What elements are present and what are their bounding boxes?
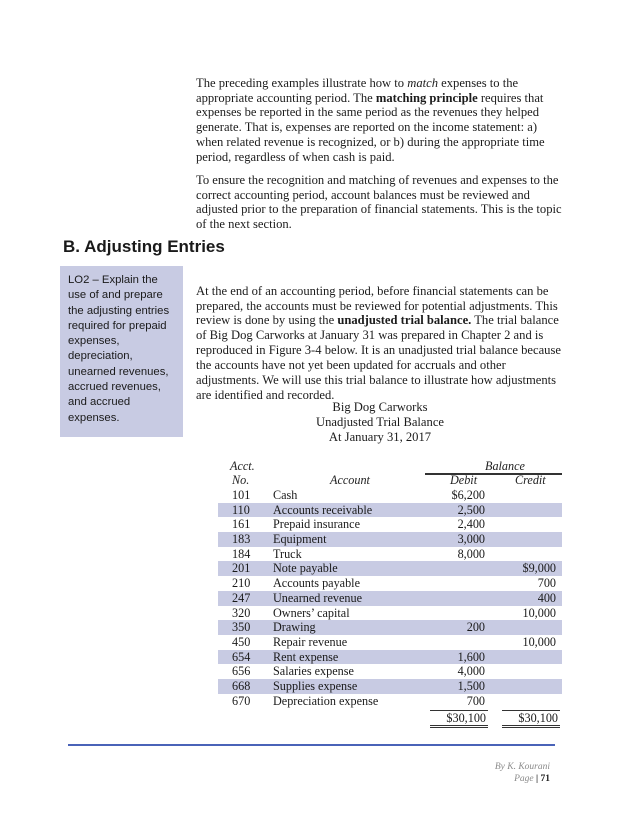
- debit-amount: 200: [466, 620, 485, 635]
- table-body: [218, 488, 562, 708]
- debit-amount: 2,400: [457, 517, 485, 532]
- page-footer: [495, 761, 550, 785]
- footer-rule: [68, 744, 555, 746]
- page-label: Page: [514, 774, 534, 784]
- total-debit: [430, 710, 488, 728]
- account-name: Accounts payable: [273, 576, 360, 591]
- text-run: requires that expenses be reported in the same period as the revenues they helped generate. That is, expenses are reported on the income statement: a) when related revenue is recognized, or b) during the appropriate time period, regardless of when cash is paid.: [196, 90, 545, 165]
- header-credit: Credit: [515, 473, 546, 487]
- account-number: 670: [232, 693, 251, 708]
- table-row: [218, 694, 562, 709]
- account-number: 247: [232, 590, 251, 605]
- table-row: [218, 561, 562, 576]
- credit-amount: 10,000: [522, 634, 556, 649]
- account-name: Cash: [273, 488, 298, 502]
- account-number: 184: [232, 546, 251, 561]
- debit-amount: 8,000: [457, 546, 485, 561]
- account-name: Equipment: [273, 532, 327, 547]
- total-credit: [502, 710, 560, 728]
- text-run: The trial balance of Big Dog Carworks at January 31 was prepared in Chapter 2 and is reproduced in Figure 3-4 below. It is an unadjusted trial balance because the accounts have not yet been updated for accruals and other adjustments. We will use this trial balance to illustrate how adjustments are identified and recorded.: [196, 313, 561, 402]
- account-name: Unearned revenue: [273, 590, 362, 605]
- text-run: The preceding examples illustrate how to: [196, 75, 408, 90]
- table-header: [218, 459, 562, 488]
- section-heading: B. Adjusting Entries: [63, 237, 225, 256]
- account-number: 110: [232, 502, 250, 517]
- table-row: [218, 503, 562, 518]
- page-number-line: [495, 773, 550, 785]
- debit-amount: $6,200: [451, 488, 485, 502]
- credit-amount: $9,000: [522, 561, 556, 576]
- account-name: Prepaid insurance: [273, 517, 360, 532]
- table-row: [218, 664, 562, 679]
- trial-balance-caption: [270, 400, 490, 445]
- account-name: Drawing: [273, 620, 316, 635]
- table-row: [218, 576, 562, 591]
- account-name: Accounts receivable: [273, 502, 373, 517]
- account-name: Salaries expense: [273, 664, 354, 679]
- statement-title: Unadjusted Trial Balance: [315, 415, 445, 429]
- debit-amount: 3,000: [457, 532, 485, 547]
- table-row: [218, 606, 562, 621]
- account-number: 668: [232, 678, 251, 693]
- table-row: [218, 650, 562, 665]
- total-debit-value: $30,100: [446, 711, 486, 726]
- page-number: 71: [540, 774, 550, 784]
- table-row: [218, 635, 562, 650]
- header-account: Account: [330, 473, 370, 487]
- account-number: 350: [232, 620, 251, 635]
- header-no: No.: [232, 473, 250, 487]
- table-row: [218, 679, 562, 694]
- page-separator: |: [536, 774, 539, 784]
- table-row: [218, 547, 562, 562]
- debit-amount: 2,500: [457, 502, 485, 517]
- table-row: [218, 620, 562, 635]
- table-row: [218, 591, 562, 606]
- account-number: 450: [232, 634, 251, 649]
- credit-amount: 10,000: [522, 605, 556, 620]
- emphasis-match: match: [407, 75, 439, 90]
- account-name: Owners’ capital: [273, 605, 350, 620]
- account-name: Supplies expense: [273, 678, 358, 693]
- section-paragraph: [196, 284, 566, 403]
- account-number: 183: [232, 532, 251, 547]
- company-name: Big Dog Carworks: [332, 400, 428, 414]
- account-number: 210: [232, 576, 251, 591]
- intro-paragraph-adjust: To ensure the recognition and matching of revenues and expenses to the correct accounting period, account balances must be reviewed and adjusted prior to the preparation of financial statements. This is the topic of the next section.: [196, 172, 562, 232]
- account-number: 101: [232, 488, 251, 502]
- account-number: 656: [232, 664, 251, 679]
- debit-amount: 4,000: [457, 664, 485, 679]
- table-row: [218, 517, 562, 532]
- credit-amount: 700: [537, 576, 556, 591]
- intro-paragraph-matching: [196, 76, 566, 165]
- trial-balance-table: [218, 459, 562, 726]
- term-matching-principle: matching principle: [375, 90, 478, 105]
- header-balance: Balance: [485, 459, 525, 473]
- debit-amount: 1,500: [457, 678, 485, 693]
- table-row: [218, 532, 562, 547]
- debit-amount: 700: [466, 693, 485, 708]
- learning-objective-box: LO2 – Explain the use of and prepare the adjusting entries required for prepaid expenses, depreciation, unearned revenues, accrued revenues, and accrued expenses.: [60, 266, 183, 437]
- account-number: 201: [232, 561, 251, 576]
- account-number: 161: [232, 517, 251, 532]
- text-run: At the end of an accounting period, before financial statements can be prepared, the accounts must be reviewed for potential adjustments. This review is done by using the: [196, 283, 558, 328]
- account-name: Rent expense: [273, 649, 339, 664]
- table-row: [218, 488, 562, 503]
- totals-row: [218, 708, 562, 726]
- author: By K. Kourani: [494, 762, 550, 772]
- text-run: expenses to the appropriate accounting period. The: [196, 75, 519, 105]
- account-name: Depreciation expense: [273, 693, 379, 708]
- statement-date: At January 31, 2017: [328, 430, 432, 444]
- header-debit: Debit: [450, 473, 478, 487]
- total-credit-value: $30,100: [518, 711, 558, 726]
- account-number: 654: [232, 649, 251, 664]
- account-number: 320: [232, 605, 251, 620]
- debit-amount: 1,600: [457, 649, 485, 664]
- account-name: Repair revenue: [273, 634, 348, 649]
- credit-amount: 400: [537, 590, 556, 605]
- header-acct: Acct.: [230, 459, 255, 473]
- account-name: Truck: [273, 546, 302, 561]
- account-name: Note payable: [273, 561, 338, 576]
- term-unadjusted-trial-balance: unadjusted trial balance.: [337, 313, 472, 328]
